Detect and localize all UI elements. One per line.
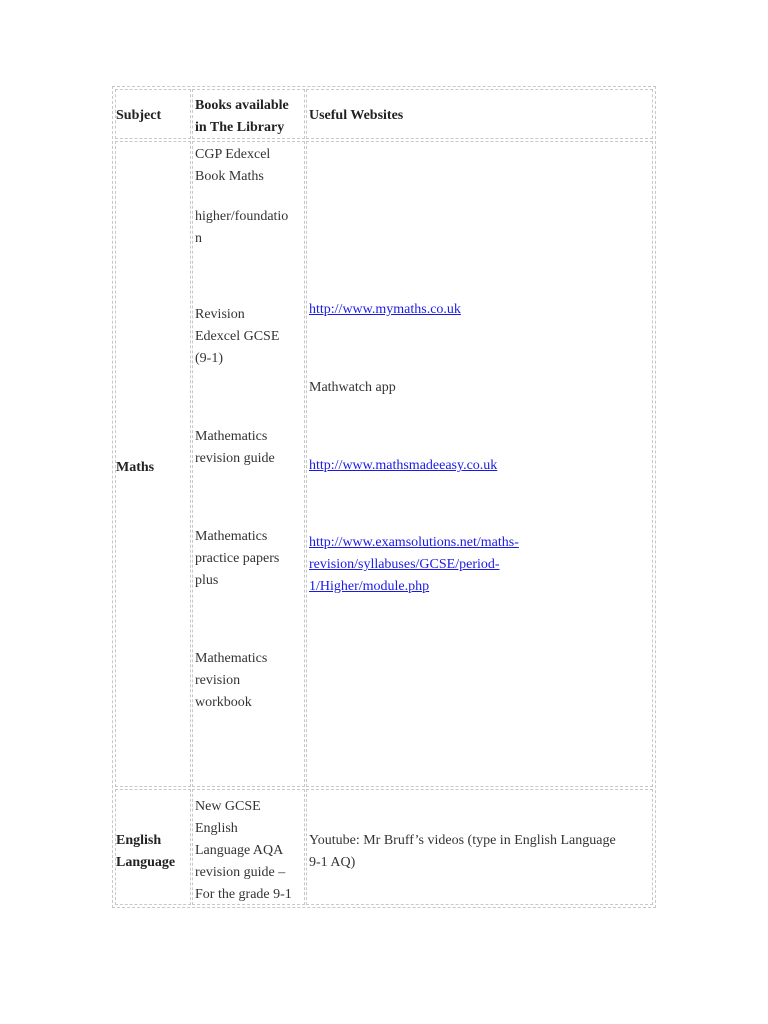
examsolutions-link-line3[interactable]: 1/Higher/module.php — [309, 579, 430, 594]
examsolutions-link-line1[interactable]: http://www.examsolutions.net/maths- — [309, 535, 519, 550]
maths-book-5-line2: practice papers — [195, 551, 280, 566]
examsolutions-link-line2[interactable]: revision/syllabuses/GCSE/period- — [309, 557, 500, 572]
english-subject-line2: Language — [116, 855, 176, 870]
youtube-mr-bruff-line2: 9-1 AQ) — [309, 855, 356, 870]
maths-book-2-line1: higher/foundatio — [195, 209, 289, 224]
mathsmadeeasy-link[interactable]: http://www.mathsmadeeasy.co.uk — [309, 458, 498, 473]
maths-book-3-line1: Revision — [195, 307, 245, 322]
maths-book-4-line1: Mathematics — [195, 429, 268, 444]
header-subject: Subject — [116, 108, 162, 123]
english-book-line3: Language AQA — [195, 843, 284, 858]
maths-book-3-line3: (9-1) — [195, 351, 223, 366]
english-book-line2: English — [195, 821, 238, 836]
maths-book-4-line2: revision guide — [195, 451, 275, 466]
english-book-line4: revision guide – — [195, 865, 286, 880]
header-books-line2: in The Library — [195, 120, 285, 135]
english-book-line1: New GCSE — [195, 799, 261, 814]
maths-book-2-line2: n — [195, 231, 202, 246]
header-books-line1: Books available — [195, 98, 289, 113]
maths-book-3-line2: Edexcel GCSE — [195, 329, 280, 344]
english-subject-line1: English — [116, 833, 162, 848]
maths-book-6-line2: revision — [195, 673, 241, 688]
resource-table — [112, 86, 656, 908]
mathwatch-app-text: Mathwatch app — [309, 380, 396, 395]
maths-book-5-line3: plus — [195, 573, 219, 588]
header-websites: Useful Websites — [309, 108, 404, 123]
maths-book-1-line2: Book Maths — [195, 169, 264, 184]
youtube-mr-bruff-line1: Youtube: Mr Bruff’s videos (type in English Language — [309, 833, 616, 848]
mymaths-link[interactable]: http://www.mymaths.co.uk — [309, 302, 461, 317]
maths-book-6-line3: workbook — [195, 695, 252, 710]
english-book-line5: For the grade 9-1 — [195, 887, 292, 902]
maths-subject: Maths — [116, 460, 155, 475]
maths-book-1-line1: CGP Edexcel — [195, 147, 271, 162]
maths-book-6-line1: Mathematics — [195, 651, 268, 666]
maths-book-5-line1: Mathematics — [195, 529, 268, 544]
